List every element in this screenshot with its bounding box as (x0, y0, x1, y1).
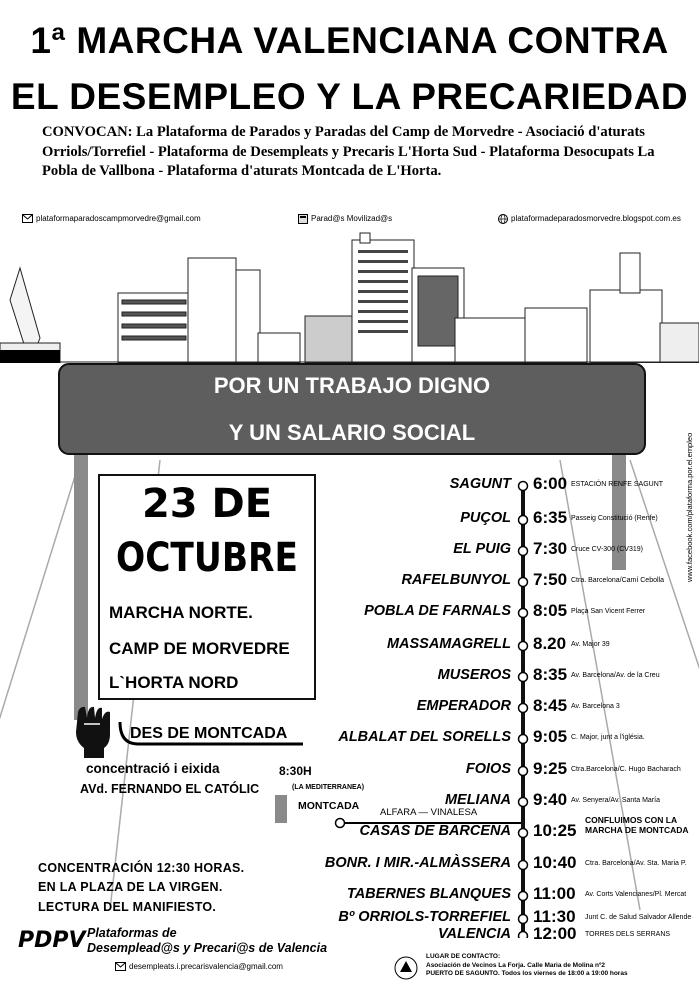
route-stop-time: 8.20 (533, 634, 567, 653)
route-stop-time: 8:45 (533, 696, 568, 715)
route-stop (0, 815, 699, 843)
route-stop-name: RAFELBUNYOL (401, 572, 511, 588)
route-stop-name: POBLA DE FARNALS (364, 603, 511, 619)
route-stop-name: ALBALAT DEL SORELLS (338, 729, 511, 745)
route-stop-time: 9:05 (533, 727, 568, 746)
contact-blog-text: plataformadeparadosmorvedre.blogspot.com.es (511, 214, 681, 224)
route-stop-description: Av. Senyera/Av. Santa María (571, 797, 660, 804)
route-stop-description: Ctra. Barcelona/Camí Cebolla (571, 577, 664, 584)
facebook-link[interactable] (685, 432, 695, 592)
montcada-title: DES DE MONTCADA (130, 725, 288, 742)
route-stop (0, 761, 699, 781)
montcada-concentracio: concentració i eixida (86, 761, 220, 776)
closing-concentration: CONCENTRACIÓN 12:30 HORAS. (38, 861, 245, 875)
date-month: OCTUBRE (115, 535, 299, 581)
route-stop-time: 8:05 (533, 601, 568, 620)
route-stop (0, 667, 699, 687)
route-stop-description: Junt C. de Salud Salvador Allende (585, 914, 692, 921)
organizer-line1: Plataformas de (87, 926, 177, 940)
route-stop (0, 510, 699, 530)
route-stop-description: CONFLUIMOS CON LA MARCHA DE MONTCADA (585, 815, 689, 835)
route-stop (0, 476, 699, 496)
route-stop-time: 7:50 (533, 570, 568, 589)
city-skyline-illustration (0, 228, 699, 363)
route-stop-name: BONR. I MIR.-ALMÀSSERA (324, 855, 511, 871)
route-stop-time: 9:25 (533, 759, 568, 778)
route-stop-description: TORRES DELS SERRANS (585, 931, 671, 938)
route-stop-description: Av. Barcelona/Av. de la Creu (571, 672, 660, 679)
route-stop-time: 6:00 (533, 474, 568, 493)
pdpv-logo-text: PDPV (18, 928, 86, 953)
mail-icon (22, 214, 33, 223)
route-stop-name: MASSAMAGRELL (386, 636, 511, 652)
poster-title-line1: 1ª MARCHA VALENCIANA CONTRA (30, 20, 669, 61)
closing-manifesto: LECTURA DEL MANIFIESTO. (38, 900, 217, 914)
route-stop-name: Bº ORRIOLS-TORREFIEL (338, 909, 511, 925)
social-page-icon (298, 214, 308, 224)
association-logo-icon (393, 955, 419, 981)
route-stop-time: 6:35 (533, 508, 568, 527)
facebook-link-text: www.facebook.com/plataforma.por.el.empleo (685, 432, 694, 582)
route-stop-name: SAGUNT (449, 476, 511, 492)
route-stop-name: CASAS DE BARCENA (359, 823, 511, 839)
route-stop-description: Cruce CV-300 (CV319) (571, 546, 643, 553)
closing-place: EN LA PLAZA DE LA VIRGEN. (38, 880, 223, 894)
slogan-line2: Y UN SALARIO SOCIAL (228, 420, 476, 445)
route-stop-time: 8:35 (533, 665, 568, 684)
poster-title-line2: EL DESEMPLEO Y LA PRECARIEDAD (10, 76, 689, 117)
route-stop-time: 12:00 (533, 924, 577, 943)
route-stop-description: Ctra.Barcelona/C. Hugo Bacharach (571, 766, 681, 773)
contact-email[interactable] (22, 214, 201, 223)
route-stop (0, 636, 699, 656)
route-stop-name: VALENCIA (437, 926, 511, 942)
alfara-vinalesa-label: ALFARA — VINALESA (380, 807, 478, 818)
contact-blog[interactable] (498, 214, 681, 224)
slogan-line1: POR UN TRABAJO DIGNO (213, 373, 491, 398)
route-stop-name: PUÇOL (460, 510, 511, 526)
route-stop-name: TABERNES BLANQUES (346, 886, 511, 902)
contact-place-line1: Asociación de Vecinos La Forja. Calle Maria de Molina nº2 (426, 961, 606, 969)
route-stop-description: Av. Major 39 (571, 641, 610, 648)
route-stop (0, 603, 699, 623)
contact-email-text: plataformaparadoscampmorvedre@gmail.com (36, 214, 201, 223)
montcada-avenue-note: (LA MEDITERRANEA) (292, 784, 365, 791)
contact-place-line2: PUERTO DE SAGUNTO. Todos los viernes de 18:00 a 19:00 horas (426, 970, 628, 977)
route-stop (0, 698, 699, 718)
route-stop (0, 792, 699, 812)
route-stop-description: Av. Barcelona 3 (571, 703, 620, 710)
route-stop-time: 9:40 (533, 790, 568, 809)
route-stop-time: 10:25 (533, 821, 577, 840)
route-stop-time: 10:40 (533, 853, 577, 872)
route-stop-name: EL PUIG (453, 541, 511, 557)
montcada-avenue: AVd. FERNANDO EL CATÓLIC (80, 782, 260, 796)
contact-place-title: LUGAR DE CONTACTO: (426, 953, 501, 960)
contact-social-text: Parad@s Movilizad@s (311, 214, 393, 224)
route-stop-time: 7:30 (533, 539, 568, 558)
date-day: 23 DE (141, 481, 273, 527)
march-region-2: L`HORTA NORD (109, 673, 239, 692)
footer-email[interactable] (115, 962, 283, 971)
organizer-line2: Desemplead@s y Precari@s de Valencia (87, 941, 328, 955)
route-stop-description: C. Major, junt a l'iglésia. (571, 734, 645, 741)
march-name: MARCHA NORTE. (109, 603, 253, 622)
route-stop-name: EMPERADOR (416, 698, 511, 714)
globe-icon (498, 214, 508, 224)
route-stop (0, 572, 699, 592)
route-stop-description: ESTACIÓN RENFE SAGUNT (571, 481, 664, 488)
contact-social[interactable] (298, 214, 392, 224)
route-stop (0, 541, 699, 561)
route-stop-description: Ctra. Barcelona/Av. Sta. Maria P. (585, 860, 687, 867)
footer-email-text: desempleats.i.precarisvalencia@gmail.com (129, 962, 283, 971)
route-stop-name: MUSEROS (437, 667, 511, 683)
mail-icon (115, 962, 126, 971)
contact-place (426, 953, 628, 979)
route-stop-description: Plaça San Vicent Ferrer (571, 608, 646, 615)
montcada-time: 8:30H (279, 764, 312, 778)
march-region-1: CAMP DE MORVEDRE (109, 639, 290, 658)
route-stop-description: Passeig Constitució (Renfe) (571, 515, 658, 522)
route-stop (0, 729, 699, 749)
montcada-label: MONTCADA (298, 800, 360, 812)
convocan-text: CONVOCAN: La Plataforma de Parados y Paradas del Camp de Morvedre - Asociació d'aturats Orriols/Torrefiel - Plataforma de Desempleats y Precaris L'Horta Sud - Plataforma Desocupats La Pobla de Vallbona - Plataforma d'aturats Montcada de L'Horta. (42, 124, 655, 179)
route-stop-time: 11:30 (533, 907, 576, 926)
route-stop-description: Av. Corts Valencianes/Pl. Mercat (585, 891, 687, 898)
route-stop-name: FOIOS (465, 761, 511, 777)
route-stop-time: 11:00 (533, 884, 576, 903)
route-stop-name: MELIANA (444, 792, 511, 808)
